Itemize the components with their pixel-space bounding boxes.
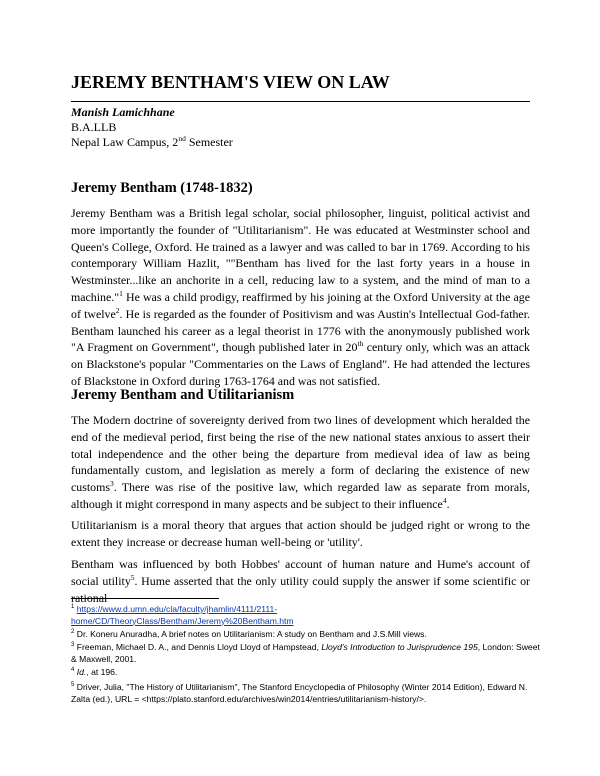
footnote-4: $^4$ Id., at 196. [71,667,118,677]
footnote-ref-3[interactable]: 3 [109,479,114,489]
author-campus: Nepal Law Campus, 2nd Semester [71,134,233,149]
footnote-2: $^2$ Dr. Koneru Anuradha, A brief notes on Utilitarianism: A study on Bentham and J.S.Mill views. [71,629,427,639]
section-heading-bentham: Jeremy Bentham (1748-1832) [71,180,253,196]
footnote-1: $^1$ https://www.d.umn.edu/cla/faculty/jhamlin/4111/2111- home/CD/TheoryClass/Bentham/Jeremy%20Bentham.htm [71,604,294,626]
paragraph-sovereignty: The Modern doctrine of sovereignty derived from two lines of development which heralded the end of the medieval period, first being the rise of the new national states anxious to assert their total independence and the other being the departure from medieval idea of law as being fundamentally custom, and legislation as merely a form of declaring the existence of new customs$^3$. There was rise of the positive law, which regarded law as separate from morals, although it might correspond in many aspects and be subject to their influence$^4$. [71,413,530,511]
footnote-3: $^3$ Freeman, Michael D. A., and Dennis Lloyd Lloyd of Hampstead, Lloyd's Introduction to Jurisprudence 195, London: Sweet & Maxwell, 2001. [71,642,540,664]
footnote-ref-4[interactable]: 4 [442,496,447,506]
author-degree: B.A.LLB [71,120,117,134]
document-title: JEREMY BENTHAM'S VIEW ON LAW [71,72,390,92]
footnote-ref-5[interactable]: 5 [130,572,135,582]
paragraph-bentham-bio: Jeremy Bentham was a British legal scholar, social philosopher, linguist, political activist and more importantly the founder of "Utilitarianism". He was educated at Westminster school and Queen's College, Oxford. He trained as a lawyer and was called to bar in 1769. According to his contemporary William Hazlit, ""Bentham has lived for the last forty years in a house in Westminster...like an anchorite in a cell, reducing law to a system, and the mind of man to a machine."$^1$ He was a child prodigy, reaffirmed by his joining at the Oxford University at the age of twelve$^2$. He is regarded as the founder of Positivism and was Austin's Intellectual God-father. Bentham launched his career as a legal theorist in 1776 with the anonymously published work "A Fragment on Government", though published later in 20th century only, which was an attack on Blackstone's popular "Commentaries on the Laws of England". He had attended the lectures of Blackstone in Oxford during 1763-1764 and was not satisfied. [71,206,530,388]
footnote-separator [71,598,219,599]
paragraph-hobbes-hume: Bentham was influenced by both Hobbes' account of human nature and Hume's account of social utility$^5$. Hume asserted that the only utility could supply the answer if some scientific or rational [71,557,530,605]
footnote-1-link[interactable]: https://www.d.umn.edu/cla/faculty/jhamlin/4111/2111- home/CD/TheoryClass/Bentham/Jeremy%20Bentham.htm [71,604,294,626]
footnote-5: $^5$ Driver, Julia, "The History of Utilitarianism", The Stanford Encyclopedia of Philosophy (Winter 2014 Edition), Edward N. Zalta (ed.), URL = <https://plato.stanford.edu/archives/win2014/entries/utilitarianism-history/>. [71,682,528,704]
footnote-ref-1[interactable]: 1 [119,289,123,299]
section-heading-utilitarianism: Jeremy Bentham and Utilitarianism [71,387,295,403]
paragraph-utilitarianism-definition: Utilitarianism is a moral theory that argues that action should be judged right or wrong to the extent they increase or decrease human well-being or 'utility'. [71,518,530,549]
title-divider [71,101,530,102]
author-block [71,105,233,150]
author-name: Manish Lamichhane [71,105,175,119]
footnote-ref-2[interactable]: 2 [115,305,120,315]
